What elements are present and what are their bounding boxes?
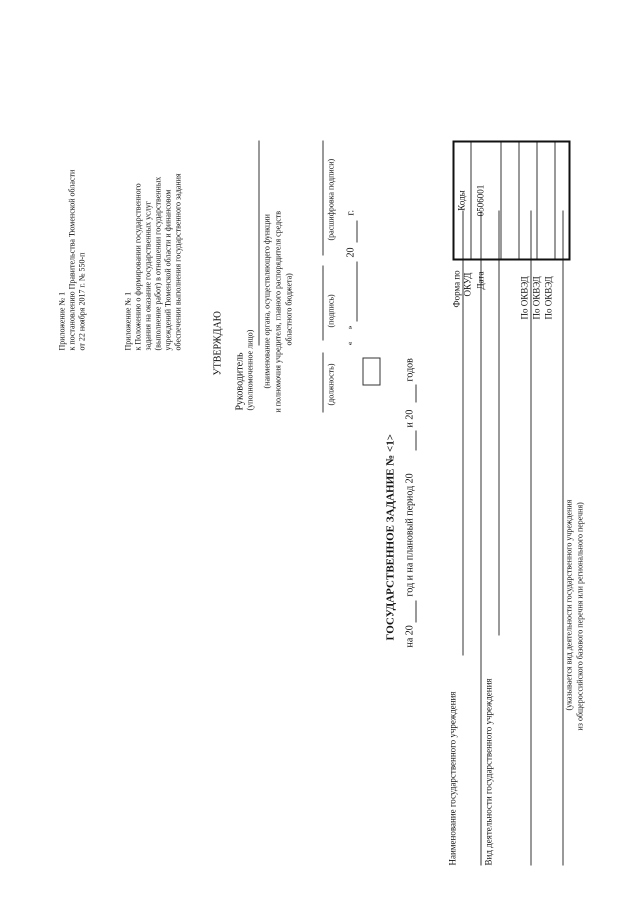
quote-close: »	[345, 325, 354, 329]
activity-type-line-1	[498, 210, 499, 635]
period-and: и 20	[404, 409, 415, 427]
org-caption-2: и полномочия учредителя, главного распорядителя средств	[273, 210, 282, 412]
org-caption-1: (наименование органа, осуществляющего функции	[262, 213, 271, 388]
appendix1-line1: Приложение № 1	[57, 291, 66, 350]
period-mid: год и на плановый период 20	[404, 472, 415, 596]
approval-authorized: (уполномоченное лицо)	[245, 329, 254, 410]
codes-okud-value: 0506001	[475, 184, 485, 216]
position-caption: (должность)	[326, 363, 335, 405]
decoding-line	[322, 140, 323, 255]
activity-type-label: Вид деятельности государственного учреждения	[483, 677, 493, 865]
activity-type-line-3	[562, 210, 563, 865]
appendix2-line2: к Положению о формировании государственного	[133, 182, 142, 350]
approval-line-1	[258, 140, 259, 345]
codes-row0-label2: ОКУД	[462, 272, 472, 296]
number-box	[362, 357, 380, 385]
quote-open: «	[345, 341, 354, 345]
signature-caption: (подпись)	[326, 293, 335, 327]
institution-name-label: Наименование государственного учреждения	[447, 691, 457, 865]
year-prefix: 20	[345, 247, 356, 257]
codes-row2-label: По ОКВЭД	[519, 275, 529, 319]
period-end: годов	[404, 357, 415, 381]
appendix2-line6: обеспечении выполнения государственного задания	[173, 172, 182, 350]
position-line	[322, 352, 323, 412]
appendix2-line1: Приложение № 1	[123, 291, 132, 350]
period-plan1-line	[415, 430, 416, 450]
codes-row4-label: По ОКВЭД	[543, 275, 553, 319]
org-caption-3: областного бюджета)	[284, 272, 293, 345]
approval-heading: УТВЕРЖДАЮ	[212, 310, 223, 375]
codes-row0-label: Форма по	[451, 269, 461, 307]
signature-line	[322, 265, 323, 340]
appendix2-line5: учреждений Тюменской области и финансовом	[163, 189, 172, 350]
appendix1-line3: от 22 ноября 2017 г. № 550-п	[77, 252, 86, 350]
codes-row3-label: По ОКВЭД	[531, 275, 541, 319]
year-line	[356, 220, 357, 242]
activity-caption-1: (указывается вид деятельности государственного учреждения	[564, 499, 573, 710]
decoding-caption: (расшифровка подписи)	[326, 158, 335, 240]
period-plan2-line	[415, 384, 416, 402]
codes-header: Коды	[456, 189, 466, 211]
document-title: ГОСУДАРСТВЕННОЕ ЗАДАНИЕ № <1>	[384, 433, 396, 640]
month-line	[356, 261, 357, 321]
year-suffix: г.	[345, 209, 356, 215]
codes-table	[452, 140, 570, 260]
period-year-line	[415, 600, 416, 622]
codes-row1-label: Дата	[475, 271, 485, 289]
appendix1-line2: к постановлению Правительства Тюменской области	[67, 169, 76, 350]
approval-head: Руководитель	[234, 351, 245, 410]
institution-name-line-2	[480, 210, 481, 865]
period-na: на 20	[404, 624, 415, 647]
appendix2-line3: задания на оказание государственных услуг	[143, 200, 152, 350]
activity-caption-2: из общероссийского базового перечня или регионального перечня)	[575, 501, 584, 730]
appendix2-line4: (выполнение работ) в отношении государственных	[153, 176, 162, 350]
